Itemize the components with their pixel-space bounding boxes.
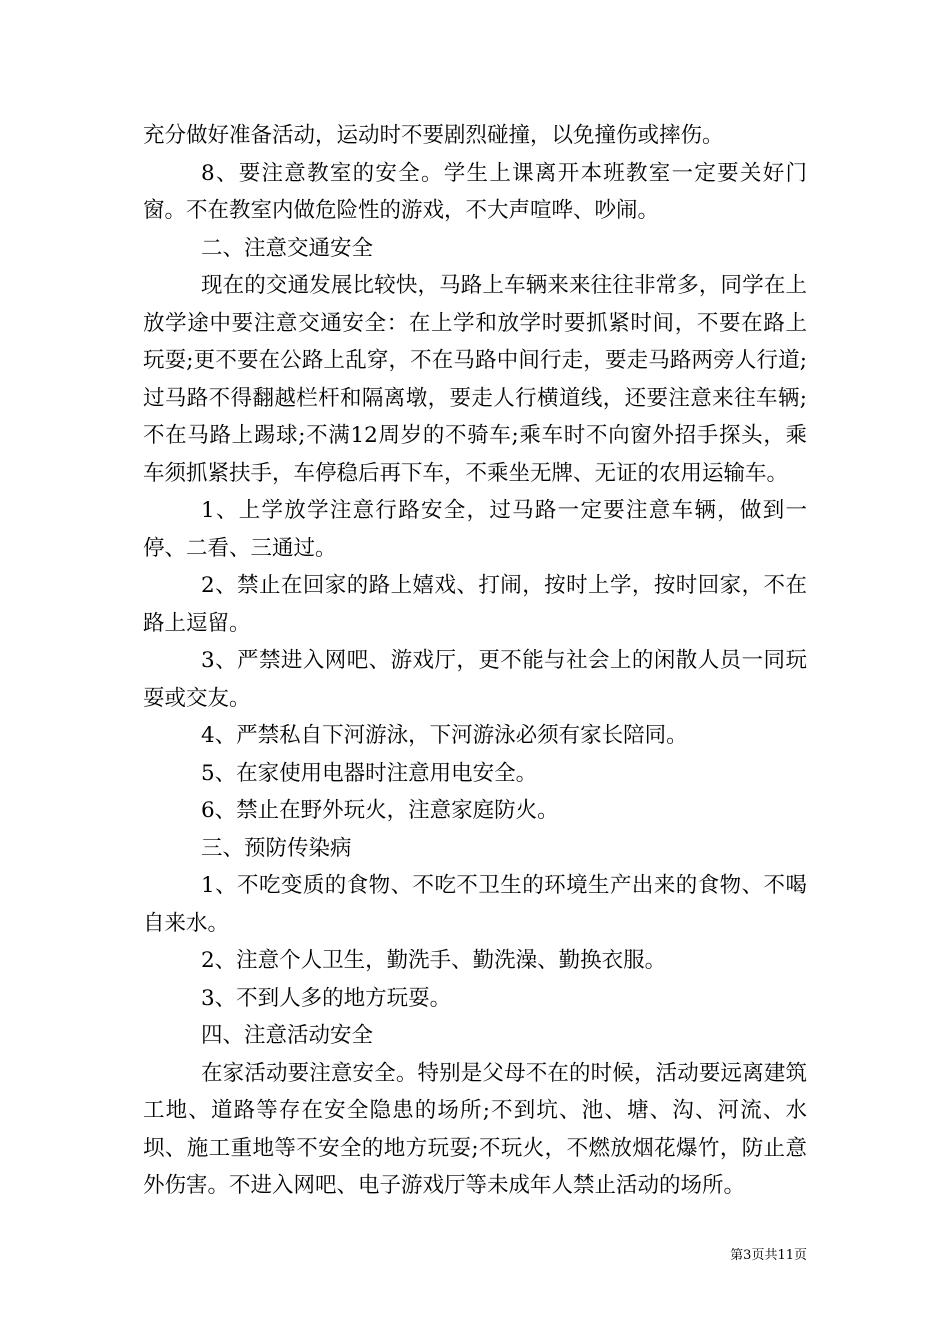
paragraph-traffic-item-4: 4、严禁私自下河游泳，下河游泳必须有家长陪同。: [201, 723, 688, 748]
paragraph-traffic-item-6: 6、禁止在野外玩火，注意家庭防火。: [201, 798, 559, 823]
paragraph-traffic-item-3: 3、严禁进入网吧、游戏厅，更不能与社会上的闲散人员一同玩耍或交友。: [143, 648, 807, 711]
paragraph-activity-safety: 在家活动要注意安全。特别是父母不在的时候，活动要远离建筑工地、道路等存在安全隐患的场所;不到坑、池、塘、沟、河流、水坝、施工重地等不安全的地方玩耍;不玩火，不燃放烟花爆竹，防止意外伤害。不进入网吧、电子游戏厅等未成年人禁止活动的场所。: [143, 1060, 807, 1198]
paragraph-item-8-classroom-safety: 8、要注意教室的安全。学生上课离开本班教室一定要关好门窗。不在教室内做危险性的游戏，不大声喧哗、吵闹。: [143, 160, 807, 223]
paragraph-traffic-item-5: 5、在家使用电器时注意用电安全。: [201, 760, 538, 786]
paragraph-continuation: 充分做好准备活动，运动时不要剧烈碰撞，以免撞伤或摔伤。: [143, 123, 724, 148]
paragraph-traffic-item-1: 1、上学放学注意行路安全，过马路一定要注意车辆，做到一停、二看、三通过。: [143, 498, 807, 561]
section-heading-disease-prevention: 三、预防传染病: [201, 835, 352, 861]
section-heading-traffic-safety: 二、注意交通安全: [201, 235, 374, 261]
section-heading-activity-safety: 四、注意活动安全: [201, 1023, 374, 1048]
paragraph-disease-item-1: 1、不吃变质的食物、不吃不卫生的环境生产出来的食物、不喝自来水。: [143, 873, 807, 936]
page-number-footer: 第3页共11页: [730, 1248, 807, 1263]
document-body: [143, 117, 807, 1205]
paragraph-traffic-item-2: 2、禁止在回家的路上嬉戏、打闹，按时上学，按时回家，不在路上逗留。: [143, 573, 807, 636]
paragraph-disease-item-2: 2、注意个人卫生，勤洗手、勤洗澡、勤换衣服。: [201, 948, 667, 973]
paragraph-traffic-intro: 现在的交通发展比较快，马路上车辆来来往往非常多，同学在上放学途中要注意交通安全：在上学和放学时要抓紧时间，不要在路上玩耍;更不要在公路上乱穿，不在马路中间行走，要走马路两旁人行道;过马路不得翻越栏杆和隔离墩，要走人行横道线，还要注意来往车辆;不在马路上踢球;不满12周岁的不骑车;乘车时不向窗外招手探头，乘车须抓紧扶手，车停稳后再下车，不乘坐无牌、无证的农用运输车。: [143, 273, 807, 486]
paragraph-disease-item-3: 3、不到人多的地方玩耍。: [201, 985, 452, 1011]
